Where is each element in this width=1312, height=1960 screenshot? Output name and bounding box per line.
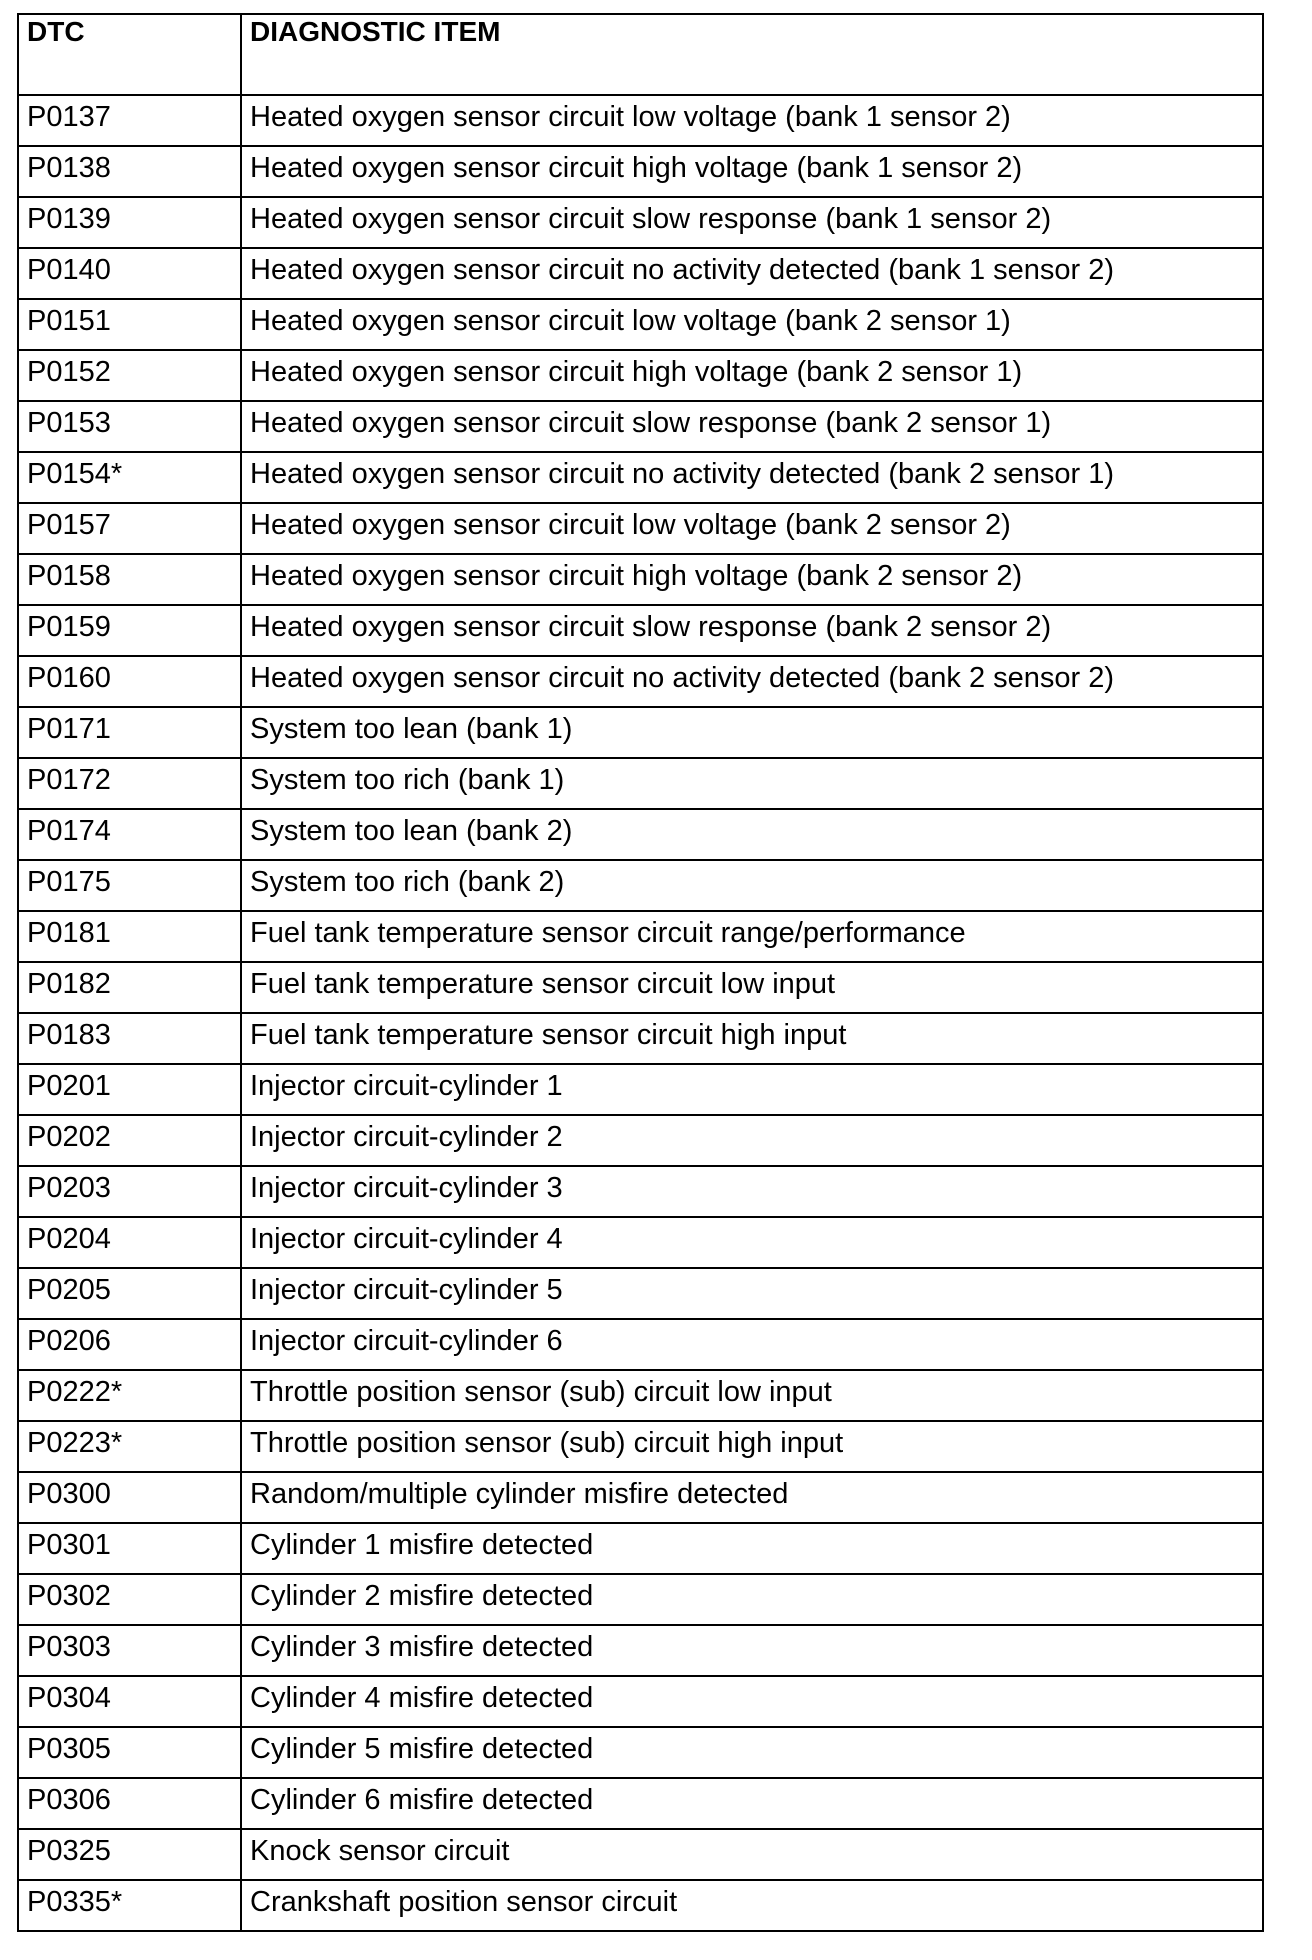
table-row [18,452,1263,503]
dtc-code-cell: P0206 [18,1319,241,1370]
dtc-code-cell: P0137 [18,95,241,146]
dtc-code-cell: P0335* [18,1880,241,1931]
dtc-code-cell: P0182 [18,962,241,1013]
diagnostic-item-cell: Heated oxygen sensor circuit no activity detected (bank 1 sensor 2) [241,248,1263,299]
diagnostic-item-cell: Injector circuit-cylinder 4 [241,1217,1263,1268]
table-row [18,707,1263,758]
table-row [18,248,1263,299]
diagnostic-item-cell: Cylinder 4 misfire detected [241,1676,1263,1727]
diagnostic-item-cell: Heated oxygen sensor circuit no activity detected (bank 2 sensor 1) [241,452,1263,503]
table-row [18,299,1263,350]
diagnostic-item-cell: Heated oxygen sensor circuit high voltage (bank 2 sensor 2) [241,554,1263,605]
table-row [18,1472,1263,1523]
diagnostic-item-cell: System too lean (bank 1) [241,707,1263,758]
diagnostic-item-cell: Heated oxygen sensor circuit no activity detected (bank 2 sensor 2) [241,656,1263,707]
table-row [18,911,1263,962]
table-row [18,1574,1263,1625]
dtc-code-cell: P0158 [18,554,241,605]
diagnostic-item-cell: Heated oxygen sensor circuit slow response (bank 1 sensor 2) [241,197,1263,248]
table-row [18,1523,1263,1574]
dtc-code-cell: P0140 [18,248,241,299]
dtc-code-cell: P0201 [18,1064,241,1115]
dtc-code-cell: P0151 [18,299,241,350]
dtc-code-cell: P0152 [18,350,241,401]
table-row [18,656,1263,707]
table-row [18,1319,1263,1370]
table-row [18,1268,1263,1319]
table-row [18,758,1263,809]
table-row [18,503,1263,554]
table-row [18,95,1263,146]
header-row [18,14,1263,95]
diagnostic-item-cell: Injector circuit-cylinder 3 [241,1166,1263,1217]
dtc-code-cell: P0181 [18,911,241,962]
table-row [18,809,1263,860]
dtc-code-cell: P0139 [18,197,241,248]
dtc-code-cell: P0175 [18,860,241,911]
table-row [18,1370,1263,1421]
dtc-code-cell: P0305 [18,1727,241,1778]
table-row [18,1880,1263,1931]
table-row [18,962,1263,1013]
table-row [18,860,1263,911]
diagnostic-item-cell: Crankshaft position sensor circuit [241,1880,1263,1931]
diagnostic-item-cell: Heated oxygen sensor circuit high voltage (bank 2 sensor 1) [241,350,1263,401]
table-row [18,554,1263,605]
table-row [18,401,1263,452]
table-row [18,1727,1263,1778]
diagnostic-item-cell: Throttle position sensor (sub) circuit low input [241,1370,1263,1421]
diagnostic-item-cell: Heated oxygen sensor circuit slow response (bank 2 sensor 2) [241,605,1263,656]
diagnostic-item-cell: Throttle position sensor (sub) circuit high input [241,1421,1263,1472]
dtc-code-cell: P0303 [18,1625,241,1676]
table-row [18,1013,1263,1064]
diagnostic-item-cell: Injector circuit-cylinder 5 [241,1268,1263,1319]
diagnostic-item-cell: Heated oxygen sensor circuit low voltage (bank 1 sensor 2) [241,95,1263,146]
dtc-table [17,13,1264,1932]
diagnostic-item-cell: Cylinder 3 misfire detected [241,1625,1263,1676]
table-row [18,146,1263,197]
diagnostic-item-cell: Injector circuit-cylinder 6 [241,1319,1263,1370]
table-body [18,95,1263,1931]
table-row [18,1115,1263,1166]
table-header [18,14,1263,95]
table-row [18,1421,1263,1472]
diagnostic-item-cell: Heated oxygen sensor circuit slow response (bank 2 sensor 1) [241,401,1263,452]
dtc-code-cell: P0203 [18,1166,241,1217]
diagnostic-item-cell: Cylinder 6 misfire detected [241,1778,1263,1829]
dtc-code-cell: P0138 [18,146,241,197]
table-row [18,350,1263,401]
column-header-diagnostic-item: DIAGNOSTIC ITEM [241,14,1263,95]
table-row [18,1217,1263,1268]
diagnostic-item-cell: Fuel tank temperature sensor circuit high input [241,1013,1263,1064]
diagnostic-item-cell: Heated oxygen sensor circuit low voltage (bank 2 sensor 2) [241,503,1263,554]
dtc-code-cell: P0157 [18,503,241,554]
table-row [18,197,1263,248]
diagnostic-item-cell: System too rich (bank 1) [241,758,1263,809]
dtc-code-cell: P0159 [18,605,241,656]
dtc-code-cell: P0153 [18,401,241,452]
diagnostic-item-cell: Cylinder 1 misfire detected [241,1523,1263,1574]
table-row [18,1625,1263,1676]
dtc-code-cell: P0202 [18,1115,241,1166]
dtc-code-cell: P0325 [18,1829,241,1880]
dtc-code-cell: P0154* [18,452,241,503]
dtc-code-cell: P0302 [18,1574,241,1625]
table-row [18,605,1263,656]
diagnostic-item-cell: Knock sensor circuit [241,1829,1263,1880]
diagnostic-item-cell: System too lean (bank 2) [241,809,1263,860]
diagnostic-item-cell: Injector circuit-cylinder 2 [241,1115,1263,1166]
diagnostic-item-cell: System too rich (bank 2) [241,860,1263,911]
dtc-code-cell: P0171 [18,707,241,758]
table-row [18,1829,1263,1880]
diagnostic-item-cell: Heated oxygen sensor circuit high voltage (bank 1 sensor 2) [241,146,1263,197]
dtc-code-cell: P0174 [18,809,241,860]
diagnostic-item-cell: Random/multiple cylinder misfire detected [241,1472,1263,1523]
diagnostic-item-cell: Cylinder 5 misfire detected [241,1727,1263,1778]
table-row [18,1778,1263,1829]
table-row [18,1166,1263,1217]
diagnostic-item-cell: Fuel tank temperature sensor circuit low input [241,962,1263,1013]
dtc-code-cell: P0204 [18,1217,241,1268]
dtc-code-cell: P0306 [18,1778,241,1829]
dtc-code-cell: P0222* [18,1370,241,1421]
diagnostic-item-cell: Heated oxygen sensor circuit low voltage (bank 2 sensor 1) [241,299,1263,350]
dtc-code-cell: P0172 [18,758,241,809]
dtc-code-cell: P0223* [18,1421,241,1472]
dtc-code-cell: P0205 [18,1268,241,1319]
table-row [18,1676,1263,1727]
diagnostic-item-cell: Injector circuit-cylinder 1 [241,1064,1263,1115]
dtc-code-cell: P0160 [18,656,241,707]
dtc-code-cell: P0300 [18,1472,241,1523]
dtc-code-cell: P0304 [18,1676,241,1727]
dtc-code-cell: P0183 [18,1013,241,1064]
diagnostic-item-cell: Fuel tank temperature sensor circuit range/performance [241,911,1263,962]
table-row [18,1064,1263,1115]
dtc-code-cell: P0301 [18,1523,241,1574]
diagnostic-item-cell: Cylinder 2 misfire detected [241,1574,1263,1625]
column-header-dtc: DTC [18,14,241,95]
